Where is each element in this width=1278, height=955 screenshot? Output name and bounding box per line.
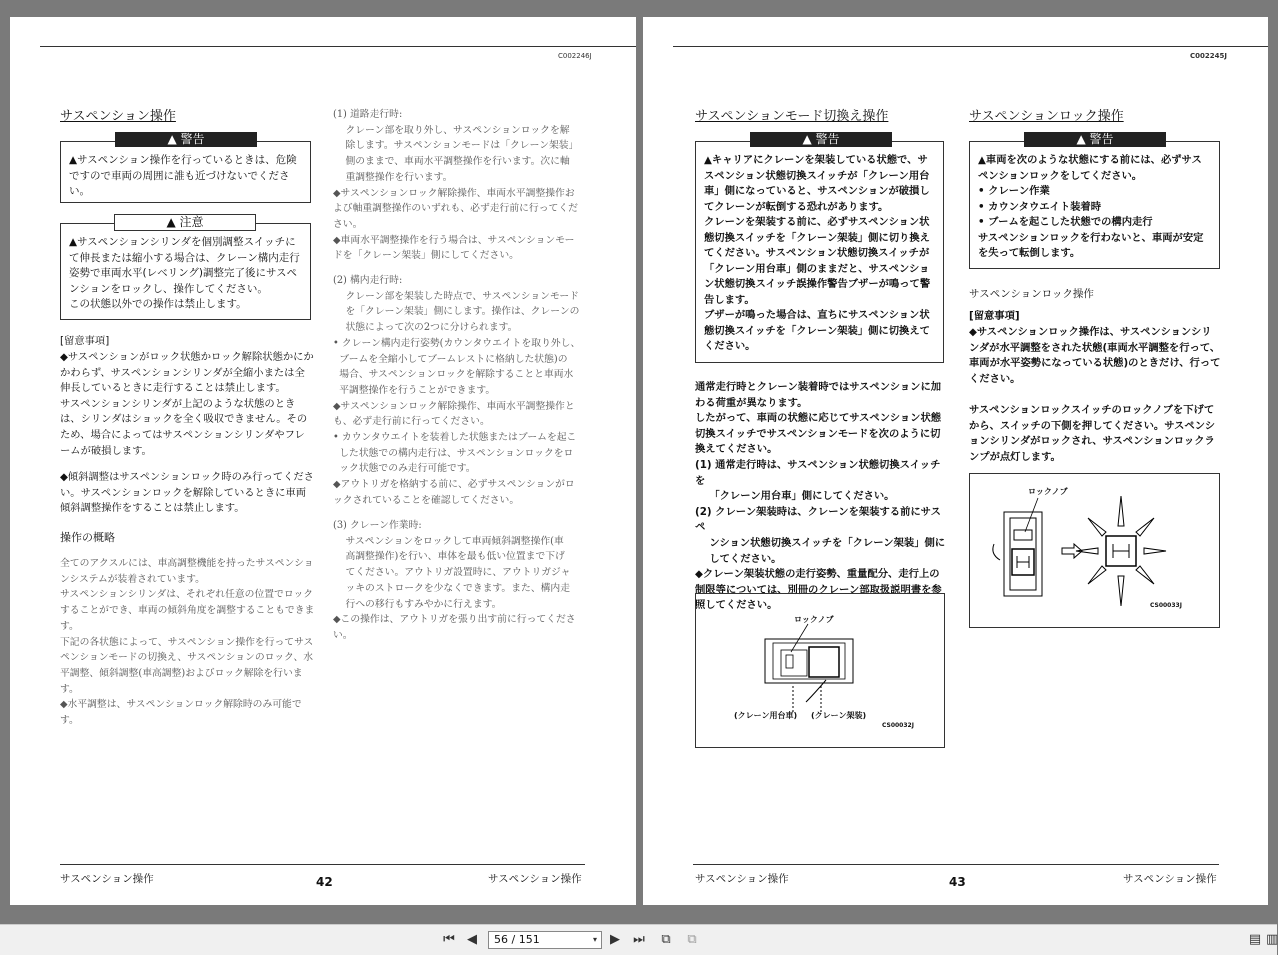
viewer-toolbar [0, 924, 1277, 955]
mode-warning-text: ▲キャリアにクレーンを架装している状態で、サスペンション状態切換スイッチが「クレーン用台車」側になっていると、サスペンションが破損してクレーンが転倒する恐れがあります。 クレーンを架装する前に、必ずサスペンション状態切換スイッチを「クレーン架装」側に切り換えてください。サスペンション状態切換スイッチが「クレーン用台車」側のままだと、サスペンション状態切換スイッチ誤操作警告ブザーが鳴って警告します。 ブザーが鳴った場合は、直ちにサスペンション状態切換スイッチを「クレーン架装」側に切換えてください。 [704, 154, 931, 352]
page-number-input[interactable]: 56 / 151 [488, 931, 602, 949]
footer-left: サスペンション操作 [695, 873, 789, 885]
top-rule [673, 46, 1268, 47]
mode-switch-figure [695, 593, 945, 748]
caution-header: ▲ 注意 [114, 214, 256, 231]
overview-text: 全てのアクスルには、車高調整機能を持ったサスペンションシステムが装着されています。 サスペンションシリンダは、それぞれ任意の位置でロックすることができ、車両の傾斜角度を調整することもできます。 下記の各状態によって、サスペンション操作を行ってサスペンションモードの切換え、サスペンションのロック、水平調整、傾斜調整(車高調整)およびロック解除を行います。 ◆水平調整は、サスペンションロック解除時のみ可能です。 [60, 558, 315, 727]
page-dropdown-chevron-icon[interactable]: ▾ [592, 935, 597, 944]
caution-text: ▲サスペンションシリンダを個別調整スイッチにて伸長または縮小する場合は、クレーン構内走行姿勢で車両水平(レベリング)調整完了後にサスペンションをロックし、操作してください。 この状態以外での操作は禁止します。 [69, 236, 300, 310]
previous-page-icon[interactable]: ◀ [467, 932, 477, 947]
lock-warning-text: ▲車両を次のような状態にする前には、必ずサスペンションロックをしてください。 • クレーン作業 • カウンタウエイト装着時 • ブームを起こした状態での構内走行 サスペンションロックを行わないと、車両が安定を失って転倒します。 [978, 154, 1204, 259]
last-page-icon[interactable]: ⏭ [633, 932, 645, 947]
page-number: 43 [949, 875, 966, 889]
pdf-page-left [10, 17, 636, 905]
single-page-view-icon[interactable]: ▤ [1248, 932, 1262, 947]
notes-paragraph-1: ◆サスペンションがロック状態かロック解除状態かにかかわらず、サスペンションシリンダが全縮小または全伸長しているときに走行することは禁止します。 サスペンションシリンダが上記のような状態のときは、シリンダはショックを全く吸収できません。そのため、場合によってはサスペンションシリンダやフレームが破損します。 [60, 351, 314, 457]
fig-lock-knob-label: ロックノブ [1028, 487, 1068, 496]
footer-right: サスペンション操作 [1123, 873, 1217, 885]
top-rule [40, 46, 636, 47]
fig-label-crane-carrier: (クレーン用台車) [734, 711, 798, 720]
warning-text: ▲サスペンション操作を行っているときは、危険ですので車両の周囲に誰も近づけないでください。 [69, 154, 297, 197]
lock-instructions: サスペンションロックスイッチのロックノブを下げてから、スイッチの下側を押してください。サスペンションシリンダがロックされ、サスペンションロックランプが点灯します。 [969, 404, 1216, 463]
page-number: 42 [316, 875, 333, 889]
caution-box [60, 215, 311, 320]
bottom-rule [693, 864, 1219, 865]
mode-description: 通常走行時とクレーン装着時ではサスペンションに加わる荷重が異なります。 したがって、車両の状態に応じてサスペンション状態切換スイッチでサスペンションモードを次のように切換えてください。 (1) 通常走行時は、サスペンション状態切換スイッチを 「クレーン用台車」側にしてください。 (2) クレーン架装時は、クレーンを架装する前にサスペ ンション状態切換スイッチを「クレーン架装」側に してください。 ◆クレーン架装状態の走行姿勢、重量配分、走行上の制限等については、別冊のクレーン部取扱説明書を参照してください。 [695, 381, 946, 612]
first-page-icon[interactable]: ⏮ [443, 932, 455, 947]
notes-paragraph-2: ◆傾斜調整はサスペンションロック時のみ行ってください。サスペンションロックを解除しているときに車両傾斜調整操作をすることは禁止します。 [60, 471, 314, 515]
caution-triangle-icon: ▲ [69, 236, 78, 248]
overview-title: 操作の概略 [60, 531, 115, 544]
fig-code: CS00032J [882, 722, 914, 729]
two-page-view-icon[interactable]: ▥ [1266, 932, 1278, 947]
lock-section-title: サスペンションロック操作 [969, 109, 1124, 124]
crane-work-section: (3) クレーン作業時: サスペンションをロックして車両傾斜調整操作(車 高調整操作)を行い、車体を最も低い位置まで下げ てください。アウトリガ設置時に、アウトリガジャ ッキのストロークを少なくできます。また、構内走 行への移行もすみやかに行えます。 ◆この操作は、アウトリガを張り出す前に行ってくださ い。 [333, 520, 576, 641]
lock-subtitle: サスペンションロック操作 [969, 288, 1094, 300]
fig-label-crane-mounted: (クレーン架装) [811, 711, 867, 720]
fig-code: CS00033J [1150, 602, 1182, 609]
mode-section-title: サスペンションモード切換え操作 [695, 109, 889, 124]
bottom-rule [60, 864, 585, 865]
warning-header: ▲ 警告 [115, 132, 257, 147]
warning-box [60, 132, 311, 203]
mode-warning-box [695, 132, 944, 363]
warning-header: ▲ 警告 [750, 132, 892, 147]
warning-triangle-icon: ▲ [978, 154, 986, 166]
page-code: C002246J [558, 52, 592, 60]
warning-header: ▲ 警告 [1024, 132, 1166, 147]
lock-notes: ◆サスペンションロック操作は、サスペンションシリンダが水平調整をされた状態(車両水平調整を行って、車両が水平姿勢になっている状態)のときだけ、行ってください。 [969, 326, 1221, 385]
fig-lock-knob-label: ロックノブ [794, 615, 834, 624]
section-title: サスペンション操作 [60, 109, 176, 124]
footer-left: サスペンション操作 [60, 873, 154, 885]
previous-view-icon[interactable]: ⧉ [661, 932, 671, 947]
page-code: C002245J [1190, 52, 1227, 60]
next-page-icon[interactable]: ▶ [610, 932, 620, 947]
notes-title: [留意事項] [60, 335, 110, 347]
pdf-page-right [643, 17, 1268, 905]
yard-travel-section: (2) 構内走行時: クレーン部を架装した時点で、サスペンションモード を「クレーン架装」側にします。操作は、クレーンの 状態によって次の2つに分けられます。 • クレーン構内走行姿勢(カウンタウエイトを取り外し、 ブームを全縮小してブームレストに格納した状態)の 場合、サスペンションロックを解除することと車両水 平調整操作を行うことができます。 ◆サスペンションロック解除操作、車両水平調整操作と も、必ず走行前に行ってください。 • カウンタウエイトを装着した状態またはブームを起こ した状態での構内走行は、サスペンションロックをロ ック状態でのみ走行可能です。 ◆アウトリガを格納する前に、必ずサスペンションがロ ックされていることを確認してください。 [333, 275, 581, 506]
road-travel-section: (1) 道路走行時: クレーン部を取り外し、サスペンションロックを解 除します。サスペンションモードは「クレーン架装」 側のままで、車両水平調整操作を行います。次に軸 重調整操作を行います。 ◆サスペンションロック解除操作、車両水平調整操作お よび軸重調整操作のいずれも、必ず走行前に行ってくだ さい。 ◆車両水平調整操作を行う場合は、サスペンションモー ドを「クレーン架装」側にしてください。 [333, 109, 579, 262]
next-view-icon[interactable]: ⧉ [687, 932, 697, 947]
footer-right: サスペンション操作 [488, 873, 582, 885]
lock-warning-box [969, 132, 1220, 269]
lock-switch-figure [969, 473, 1220, 628]
warning-triangle-icon: ▲ [704, 154, 712, 166]
lock-notes-title: [留意事項] [969, 310, 1020, 322]
warning-triangle-icon: ▲ [69, 154, 78, 166]
